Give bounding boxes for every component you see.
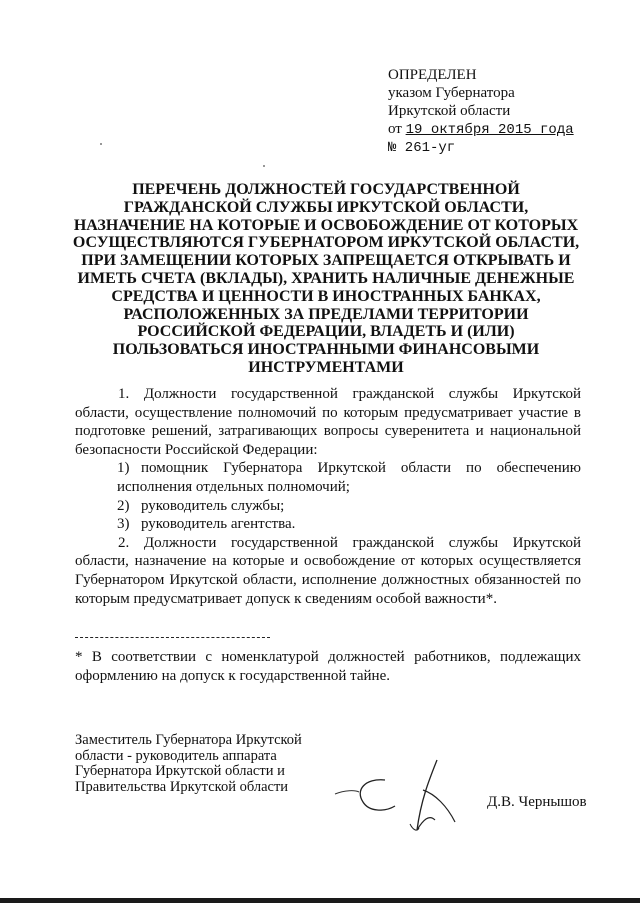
signer-name: Д.В. Чернышов (487, 794, 587, 810)
approval-date-prefix: от (388, 121, 402, 137)
approval-date: 19 октября 2015 года (405, 122, 574, 138)
footnote: * В соответствии с номенклатурой должностей работников, подлежащих оформлению на допуск к государственной тайне. (75, 649, 581, 684)
approval-line-3: Иркутской области (388, 103, 511, 119)
scan-speck (100, 143, 102, 145)
signer-line-2: области - руководитель аппарата (75, 747, 277, 764)
approval-date-line (388, 120, 574, 139)
approval-stamp (388, 66, 574, 157)
list-item: 1) помощник Губернатора Иркутской области по обеспечению исполнения отдельных полномочий; (117, 460, 581, 495)
paragraph-2: 2. Должности государственной гражданской службы Иркутской области, назначение на которые и освобождение от которых осуществляется Губернатором Иркутской области, исполнение должностных обязанностей по которым предусматривает допуск к сведениям особой важности*. (75, 534, 581, 607)
signer-line-3: Губернатора Иркутской области и (75, 763, 285, 779)
paragraph-1: 1. Должности государственной гражданской службы Иркутской области, осуществление полномочий по которым предусматривает участие в подготовке решений, затрагивающих вопросы суверенитета и национальной безопасности Российской Федерации: (75, 386, 581, 458)
document-title: ПЕРЕЧЕНЬ ДОЛЖНОСТЕЙ ГОСУДАРСТВЕННОЙ ГРАЖДАНСКОЙ СЛУЖБЫ ИРКУТСКОЙ ОБЛАСТИ, НАЗНАЧЕНИЕ НА КОТОРЫЕ И ОСВОБОЖДЕНИЕ ОТ КОТОРЫХ ОСУЩЕСТВЛЯЮТСЯ ГУБЕРНАТОРОМ ИРКУТСКОЙ ОБЛАСТИ, ПРИ ЗАМЕЩЕНИИ КОТОРЫХ ЗАПРЕЩАЕТСЯ ОТКРЫВАТЬ И ИМЕТЬ СЧЕТА (ВКЛАДЫ), ХРАНИТЬ НАЛИЧНЫЕ ДЕНЕЖНЫЕ СРЕДСТВА И ЦЕННОСТИ В ИНОСТРАННЫХ БАНКАХ, РАСПОЛОЖЕННЫХ ЗА ПРЕДЕЛАМИ ТЕРРИТОРИИ РОССИЙСКОЙ ФЕДЕРАЦИИ, ВЛАДЕТЬ И (ИЛИ) ПОЛЬЗОВАТЬСЯ ИНОСТРАННЫМИ ФИНАНСОВЫМИ ИНСТРУМЕНТАМИ (72, 181, 580, 376)
list-item: 2) руководитель службы; (117, 497, 285, 514)
scan-bottom-edge (0, 898, 640, 903)
approval-number: № 261-уг (388, 140, 456, 156)
signer-title (75, 733, 365, 795)
approval-line-2: указом Губернатора (388, 85, 515, 101)
handwritten-signature (325, 750, 475, 840)
signer-line-1: Заместитель Губернатора Иркутской (75, 732, 302, 748)
signer-line-4: Правительства Иркутской области (75, 778, 289, 795)
list-item: 3) руководитель агентства. (117, 516, 296, 533)
footnote-separator (75, 637, 270, 638)
scan-speck (263, 165, 265, 167)
approval-line-1: ОПРЕДЕЛЕН (388, 67, 477, 83)
document-body (75, 385, 581, 608)
